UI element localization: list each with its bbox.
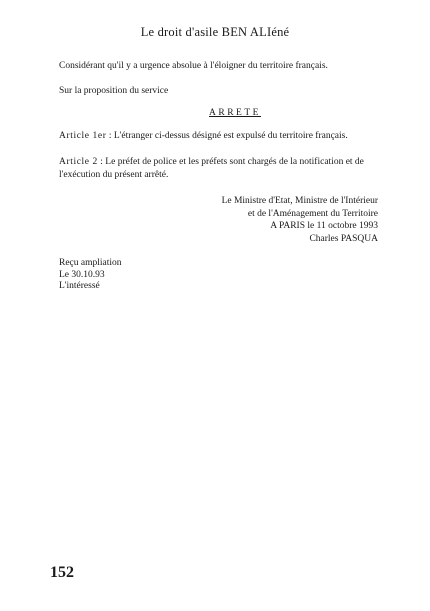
signature-line-place-date: A PARIS le 11 octobre 1993 — [270, 221, 378, 231]
page-header-title: Le droit d'asile BEN ALIéné — [140, 25, 290, 39]
signature-block — [222, 195, 378, 245]
article-1-text: : L'étranger ci-dessus désigné est expulsé du territoire français. — [106, 131, 348, 141]
ampliation-date: Le 30.10.93 — [59, 269, 105, 280]
article-1 — [59, 130, 379, 143]
signature-line-name: Charles PASQUA — [309, 233, 378, 244]
signature-line-minister: Le Ministre d'Etat, Ministre de l'Intérieur — [221, 196, 378, 206]
ampliation-person: L'intéressé — [59, 281, 100, 291]
proposition-paragraph: Sur la proposition du service — [59, 86, 169, 96]
arrete-heading: ARRETE — [209, 108, 261, 118]
ampliation-received: Reçu ampliation — [59, 258, 122, 268]
considerant-paragraph: Considérant qu'il y a urgence absolue à l'éloigner du territoire français. — [59, 61, 328, 71]
ampliation-block — [59, 258, 122, 293]
article-2 — [59, 156, 379, 182]
article-2-text: : Le préfet de police et les préfets sont chargés de la notification et de l'exécution du présent arrêté. — [59, 157, 364, 180]
signature-line-amenagement: et de l'Aménagement du Territoire — [247, 208, 378, 219]
page-number: 152 — [50, 564, 74, 581]
article-2-label: Article 2 — [59, 157, 98, 167]
article-1-label: Article 1er — [59, 131, 107, 141]
